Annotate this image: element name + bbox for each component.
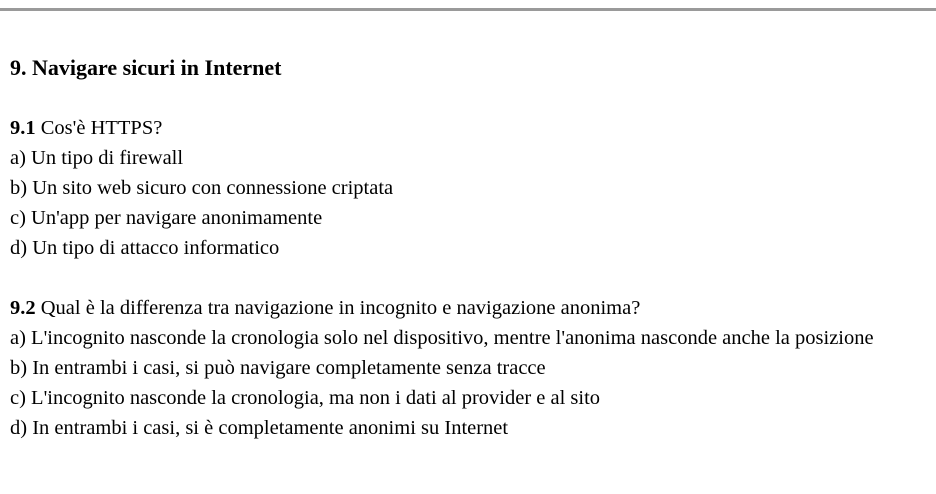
answer-option-d: d) Un tipo di attacco informatico <box>10 237 280 259</box>
question-text <box>10 113 926 143</box>
answer-option-b: b) In entrambi i casi, si può navigare completamente senza tracce <box>10 357 546 379</box>
top-divider <box>0 8 936 11</box>
answer-option-c: c) L'incognito nasconde la cronologia, ma non i dati al provider e al sito <box>10 387 601 409</box>
answer-option-b: b) Un sito web sicuro con connessione criptata <box>10 177 394 199</box>
question-prompt: Qual è la differenza tra navigazione in incognito e navigazione anonima? <box>35 297 641 319</box>
question-text <box>10 293 926 323</box>
question-9-2 <box>10 293 926 443</box>
question-number: 9.2 <box>10 297 36 319</box>
quiz-content <box>10 53 926 443</box>
question-9-1 <box>10 113 926 263</box>
answer-option-c: c) Un'app per navigare anonimamente <box>10 207 323 229</box>
question-number: 9.1 <box>10 117 36 139</box>
question-prompt: Cos'è HTTPS? <box>35 117 163 139</box>
section-title: 9. Navigare sicuri in Internet <box>10 55 282 80</box>
answer-option-a: a) Un tipo di firewall <box>10 147 184 169</box>
answer-option-d: d) In entrambi i casi, si è completamente anonimi su Internet <box>10 417 509 439</box>
answer-option-a: a) L'incognito nasconde la cronologia solo nel dispositivo, mentre l'anonima nasconde anche la posizione <box>10 327 874 349</box>
